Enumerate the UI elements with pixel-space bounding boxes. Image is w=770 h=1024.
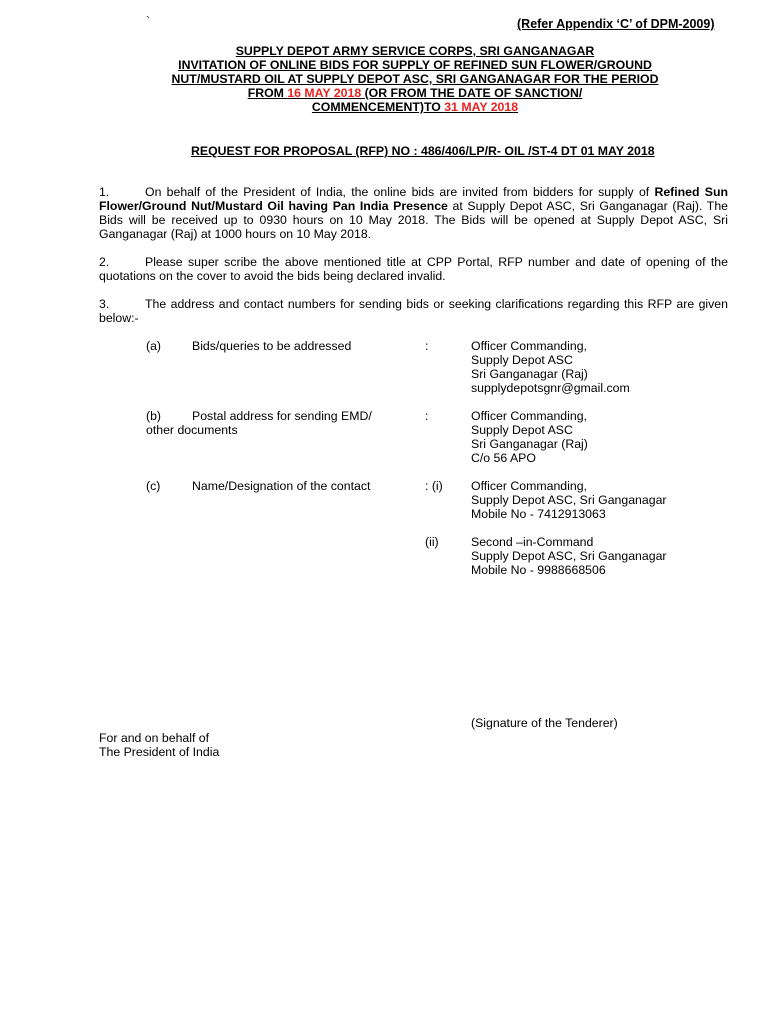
item-b-address-line: Sri Ganganagar (Raj) [471, 437, 588, 451]
tenderer-signature: (Signature of the Tenderer) [471, 716, 618, 730]
item-a-address [471, 339, 630, 395]
heading-from: FROM [247, 86, 288, 100]
item-b-description-1: Postal address for sending EMD/ [192, 409, 372, 423]
heading-line-2: INVITATION OF ONLINE BIDS FOR SUPPLY OF REFINED SUN FLOWER/GROUND [178, 58, 652, 72]
item-b-address [471, 409, 588, 465]
paragraph-3-text: The address and contact numbers for sending bids or seeking clarifications regarding this RFP are given below:- [99, 297, 728, 325]
heading-line-3: NUT/MUSTARD OIL AT SUPPLY DEPOT ASC, SRI GANGANAGAR FOR THE PERIOD [171, 72, 659, 86]
on-behalf-line-1: For and on behalf of [99, 731, 210, 745]
item-c-contact-ii [471, 535, 667, 577]
heading-line-4 [100, 86, 730, 100]
rfp-title: REQUEST FOR PROPOSAL (RFP) NO : 486/406/LP/R- OIL /ST-4 DT 01 MAY 2018 [191, 144, 655, 158]
item-a-separator: : [425, 339, 429, 353]
item-a-address-line: Officer Commanding, [471, 339, 587, 353]
paragraph-1-text-b: at Supply Depot ASC, Sri Ganganagar (Raj). The Bids will be received up to 0930 hours on 10 May 2018. The Bids will be opened at Supply Depot ASC, Sri Ganganagar (Raj) at 1000 hours on 10 May 2018. [99, 199, 728, 241]
item-a-address-line: Supply Depot ASC [471, 353, 573, 367]
start-date: 16 MAY 2018 [287, 86, 362, 100]
contact-ii-mobile: Mobile No - 9988668506 [471, 563, 606, 577]
item-b-description-2: other documents [146, 423, 238, 437]
item-a-label: (a) [146, 339, 162, 353]
contact-ii-line: Supply Depot ASC, Sri Ganganagar [471, 549, 667, 563]
item-c-contact-i [471, 479, 667, 521]
paragraph-3 [99, 297, 728, 325]
paragraph-1-bold: Refined Sun Flower/Ground Nut/Mustard Oil having Pan India Presence [99, 185, 728, 213]
contact-i-line: Supply Depot ASC, Sri Ganganagar [471, 493, 667, 507]
item-c-separator-ii: (ii) [425, 535, 439, 549]
item-b-address-line: Supply Depot ASC [471, 423, 573, 437]
paragraph-1-text-a: On behalf of the President of India, the online bids are invited from bidders for supply of [145, 185, 655, 199]
item-c-separator-i: : (i) [425, 479, 443, 493]
item-b-label: (b) [146, 409, 162, 423]
item-a-address-line: Sri Ganganagar (Raj) [471, 367, 588, 381]
paragraph-3-number: 3. [99, 297, 110, 311]
on-behalf-block [99, 731, 219, 759]
item-a-email: supplydepotsgnr@gmail.com [471, 381, 630, 395]
contact-ii-line: Second –in-Command [471, 535, 594, 549]
item-a-description: Bids/queries to be addressed [192, 339, 352, 353]
heading-sanction: (OR FROM THE DATE OF SANCTION/ [361, 86, 583, 100]
paragraph-1-number: 1. [99, 185, 110, 199]
contact-i-line: Officer Commanding, [471, 479, 587, 493]
heading-commencement: COMMENCEMENT)TO [311, 100, 445, 114]
heading-line-5 [100, 100, 730, 114]
paragraph-2-text: Please super scribe the above mentioned title at CPP Portal, RFP number and date of opening of the quotations on the cover to avoid the bids being declared invalid. [99, 255, 728, 283]
contact-i-mobile: Mobile No - 7412913063 [471, 507, 606, 521]
paragraph-2-number: 2. [99, 255, 110, 269]
appendix-reference: (Refer Appendix ‘C’ of DPM-2009) [517, 17, 715, 31]
item-c-description: Name/Designation of the contact [192, 479, 371, 493]
tick-mark: ` [146, 14, 151, 28]
item-c-label: (c) [146, 479, 161, 493]
document-heading [100, 44, 730, 114]
item-b-address-line: Officer Commanding, [471, 409, 587, 423]
on-behalf-line-2: The President of India [99, 745, 220, 759]
end-date: 31 MAY 2018 [444, 100, 519, 114]
paragraph-1 [99, 185, 728, 241]
paragraph-2 [99, 255, 728, 283]
item-b-address-line: C/o 56 APO [471, 451, 536, 465]
heading-line-1: SUPPLY DEPOT ARMY SERVICE CORPS, SRI GANGANAGAR [235, 44, 595, 58]
item-b-separator: : [425, 409, 429, 423]
